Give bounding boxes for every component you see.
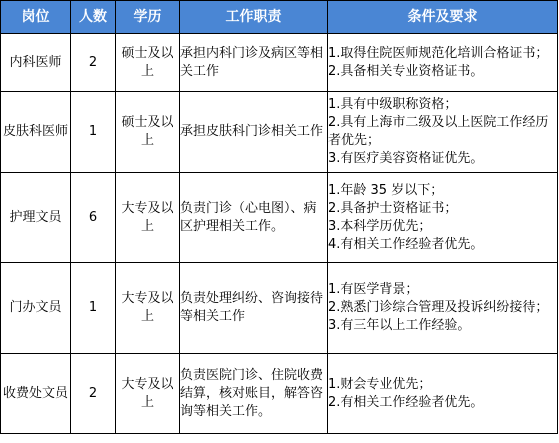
position-cell: 皮肤科医师 xyxy=(1,92,71,173)
requirement-item: 1.年龄 35 岁以下； xyxy=(328,182,444,198)
position-cell: 护理文员 xyxy=(1,173,71,263)
requirement-item: 1.有医学背景； xyxy=(328,282,419,297)
education-cell: 硕士及以上 xyxy=(116,92,180,173)
count-cell: 2 xyxy=(71,34,116,92)
requirement-item: 4.有相关工作经验者优先。 xyxy=(328,236,484,252)
position-cell: 收费处文员 xyxy=(1,354,71,434)
table-row xyxy=(1,263,558,354)
table-row xyxy=(1,354,558,434)
requirements-cell xyxy=(328,34,558,92)
requirement-item: 1.具有中级职称资格； xyxy=(328,97,458,112)
duties-cell: 负责医院门诊、住院收费结算，核对账目，解答咨询等相关工作。 xyxy=(180,354,328,434)
duties-cell: 承担皮肤科门诊相关工作 xyxy=(180,92,328,173)
count-cell: 2 xyxy=(71,354,116,434)
education-cell: 大专及以上 xyxy=(116,354,180,434)
count-cell: 1 xyxy=(71,263,116,354)
position-cell: 内科医师 xyxy=(1,34,71,92)
header-requirements: 条件及要求 xyxy=(328,1,558,34)
header-education: 学历 xyxy=(116,1,180,34)
requirements-cell xyxy=(328,92,558,173)
count-cell: 1 xyxy=(71,92,116,173)
position-cell: 门办文员 xyxy=(1,263,71,354)
requirement-item: 2.具备护士资格证书； xyxy=(328,200,458,216)
header-duties: 工作职责 xyxy=(180,1,328,34)
requirement-item: 3.有医疗美容资格证优先。 xyxy=(328,151,484,166)
table-row xyxy=(1,173,558,263)
header-count: 人数 xyxy=(71,1,116,34)
education-cell: 大专及以上 xyxy=(116,173,180,263)
requirements-cell xyxy=(328,263,558,354)
requirement-item: 1.取得住院医师规范化培训合格证书； xyxy=(328,45,549,61)
education-cell: 大专及以上 xyxy=(116,263,180,354)
duties-cell: 负责门诊（心电图）、病区护理相关工作。 xyxy=(180,173,328,263)
table-header-row xyxy=(1,1,558,34)
duties-cell: 负责处理纠纷、咨询接待等相关工作 xyxy=(180,263,328,354)
requirement-item: 2.具备相关专业资格证书。 xyxy=(328,63,484,79)
table-row xyxy=(1,92,558,173)
requirement-item: 3.本科学历优先； xyxy=(328,218,432,234)
education-cell: 硕士及以上 xyxy=(116,34,180,92)
requirements-cell xyxy=(328,354,558,434)
requirements-cell xyxy=(328,173,558,263)
duties-cell: 承担内科门诊及病区等相关工作 xyxy=(180,34,328,92)
header-position: 岗位 xyxy=(1,1,71,34)
requirement-item: 3.有三年以上工作经验。 xyxy=(328,318,471,333)
requirement-item: 2.有相关工作经验者优先。 xyxy=(328,394,484,410)
count-cell: 6 xyxy=(71,173,116,263)
table-row xyxy=(1,34,558,92)
requirement-item: 2.具有上海市二级及以上医院工作经历者优先； xyxy=(328,115,549,148)
requirement-item: 2.熟悉门诊综合管理及投诉纠纷接待； xyxy=(328,300,549,315)
requirement-item: 1.财会专业优先； xyxy=(328,376,432,392)
